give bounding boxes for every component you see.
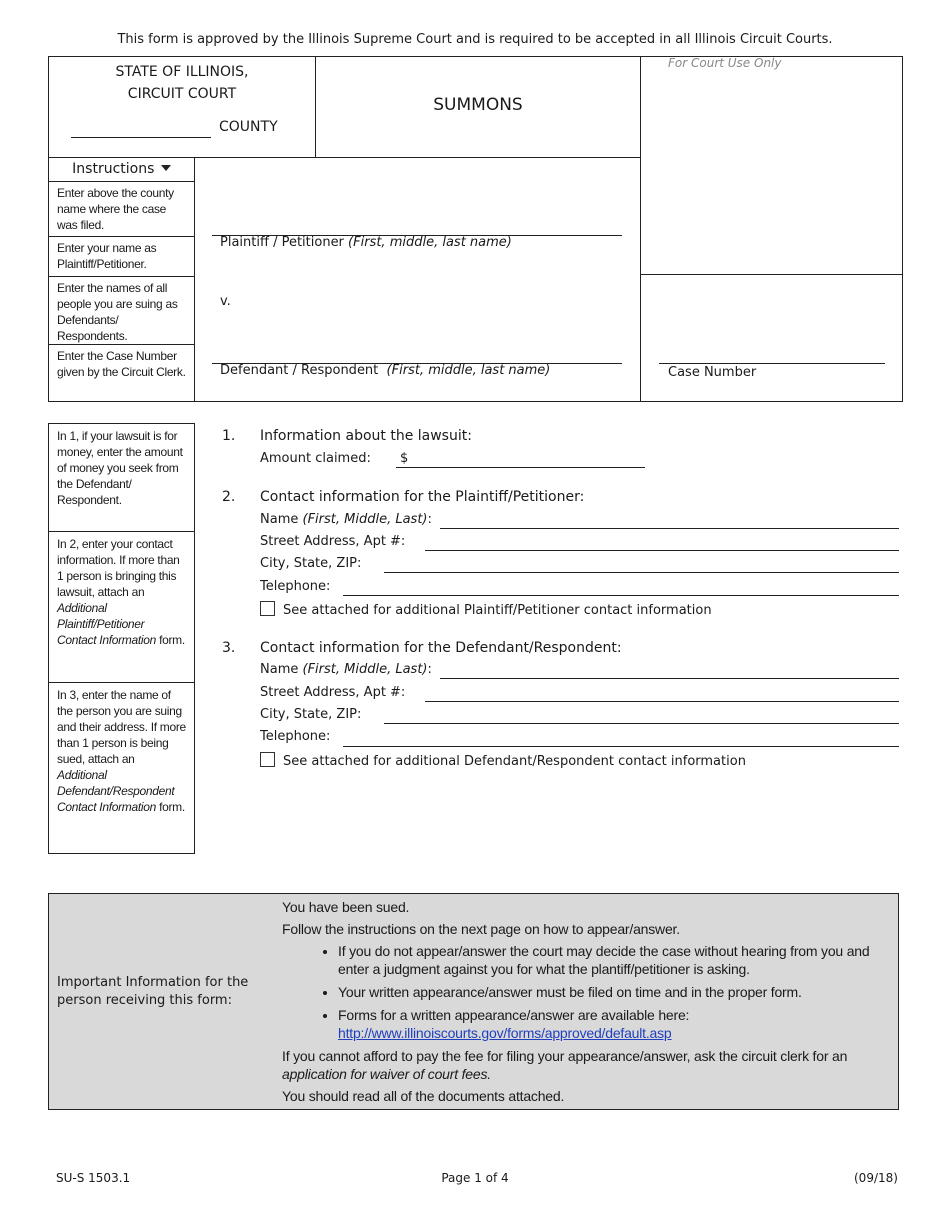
caret-down-icon — [161, 165, 171, 171]
defendant-label: Defendant / Respondent — [220, 363, 379, 378]
important-info-box — [48, 893, 899, 1110]
instructions-toggle[interactable] — [49, 161, 194, 177]
plaintiff-city-input[interactable] — [384, 572, 899, 573]
defendant-name-label: Name (First, Middle, Last): — [260, 662, 432, 677]
defendant-hint: (First, middle, last name) — [386, 363, 551, 378]
county-input[interactable] — [71, 137, 211, 138]
section1-number: 1. — [222, 428, 236, 444]
instruction-defendants: Enter the names of all people you are suing as Defendants/ Respondents. — [49, 276, 194, 344]
plaintiff-hint: (First, middle, last name) — [348, 235, 512, 250]
important-label: Important Information for the person receiving this form: — [57, 975, 249, 1008]
state-name: STATE OF ILLINOIS, — [115, 64, 249, 80]
instructions-label: Instructions — [72, 161, 155, 177]
side-notes — [48, 423, 195, 854]
currency-symbol: $ — [400, 451, 409, 466]
revision-date: (09/18) — [854, 1171, 898, 1185]
plaintiff-phone-input[interactable] — [343, 595, 899, 596]
defendant-street-label: Street Address, Apt #: — [260, 685, 406, 700]
plaintiff-label: Plaintiff / Petitioner — [220, 235, 344, 250]
court-name: CIRCUIT COURT — [127, 86, 237, 102]
amount-input[interactable] — [396, 467, 645, 468]
plaintiff-street-input[interactable] — [425, 550, 899, 551]
defendant-phone-label: Telephone: — [260, 729, 331, 744]
checkbox-icon[interactable] — [260, 601, 275, 616]
section2-title: Contact information for the Plaintiff/Petitioner: — [260, 489, 585, 505]
sued-line: You have been sued. — [282, 899, 410, 915]
case-number-label: Case Number — [668, 365, 757, 380]
plaintiff-additional-checkbox[interactable]: See attached for additional Plaintiff/Petitioner contact information — [260, 601, 712, 618]
defendant-name-input[interactable] — [440, 678, 899, 679]
versus-label: v. — [220, 294, 231, 309]
court-use-label: For Court Use Only — [668, 56, 782, 70]
plaintiff-phone-label: Telephone: — [260, 579, 331, 594]
instruction-case-number: Enter the Case Number given by the Circuit Clerk. — [49, 344, 194, 401]
side-note-1: In 1, if your lawsuit is for money, enter the amount of money you seek from the Defendant/ Respondent. — [57, 429, 183, 507]
plaintiff-name-label: Name (First, Middle, Last): — [260, 512, 432, 527]
approval-note: This form is approved by the Illinois Supreme Court and is required to be accepted in all Illinois Circuit Courts. — [117, 32, 833, 47]
defendant-caption — [220, 363, 550, 378]
bullet-file-on-time: • Your written appearance/answer must be filed on time and in the proper form. — [338, 983, 892, 1001]
instruction-county: Enter above the county name where the case was filed. — [49, 181, 194, 236]
page-number: Page 1 of 4 — [441, 1171, 509, 1185]
bullet-forms: • Forms for a written appearance/answer are available here: http://www.illinoiscourts.gov/forms/approved/default.asp — [338, 1006, 892, 1042]
checkbox-icon[interactable] — [260, 752, 275, 767]
form-title: SUMMONS — [433, 95, 523, 115]
instructions-column — [49, 157, 195, 401]
county-label: COUNTY — [219, 119, 278, 135]
case-number-input[interactable] — [659, 363, 885, 364]
plaintiff-street-label: Street Address, Apt #: — [260, 534, 406, 549]
defendant-phone-input[interactable] — [343, 746, 899, 747]
side-note-2: In 2, enter your contact information. If more than 1 person is bringing this lawsuit, attach an Additional Plaintiff/Petitioner Contact Information form. — [49, 531, 194, 682]
form-id: SU-S 1503.1 — [56, 1171, 131, 1185]
plaintiff-name-input[interactable] — [440, 528, 899, 529]
defendant-city-label: City, State, ZIP: — [260, 707, 362, 722]
important-content — [282, 898, 892, 1109]
section3-title: Contact information for the Defendant/Respondent: — [260, 640, 622, 656]
fee-waiver-line: If you cannot afford to pay the fee for filing your appearance/answer, ask the circuit clerk for an application for waiver of court fees. — [282, 1048, 848, 1082]
amount-label: Amount claimed: — [260, 451, 371, 466]
defendant-city-input[interactable] — [384, 723, 899, 724]
caption-box — [48, 56, 903, 402]
side-note-3: In 3, enter the name of the person you are suing and their address. If more than 1 person is being sued, attach an Additional Defendant/Respondent Contact Information form. — [49, 682, 194, 853]
important-bullets — [282, 942, 892, 1042]
plaintiff-caption — [220, 235, 512, 250]
instruction-plaintiff: Enter your name as Plaintiff/Petitioner. — [49, 236, 194, 276]
read-documents-line: You should read all of the documents attached. — [282, 1088, 565, 1104]
follow-line: Follow the instructions on the next page on how to appear/answer. — [282, 921, 680, 937]
plaintiff-city-label: City, State, ZIP: — [260, 556, 362, 571]
forms-link[interactable]: http://www.illinoiscourts.gov/forms/approved/default.asp — [338, 1025, 672, 1041]
defendant-street-input[interactable] — [425, 701, 899, 702]
defendant-additional-checkbox[interactable]: See attached for additional Defendant/Respondent contact information — [260, 752, 746, 769]
section2-number: 2. — [222, 489, 236, 505]
section1-title: Information about the lawsuit: — [260, 428, 472, 444]
section3-number: 3. — [222, 640, 236, 656]
bullet-default-judgment: • If you do not appear/answer the court may decide the case without hearing from you and enter a judgment against you for what the plantiff/petitioner is asking. — [338, 942, 892, 978]
